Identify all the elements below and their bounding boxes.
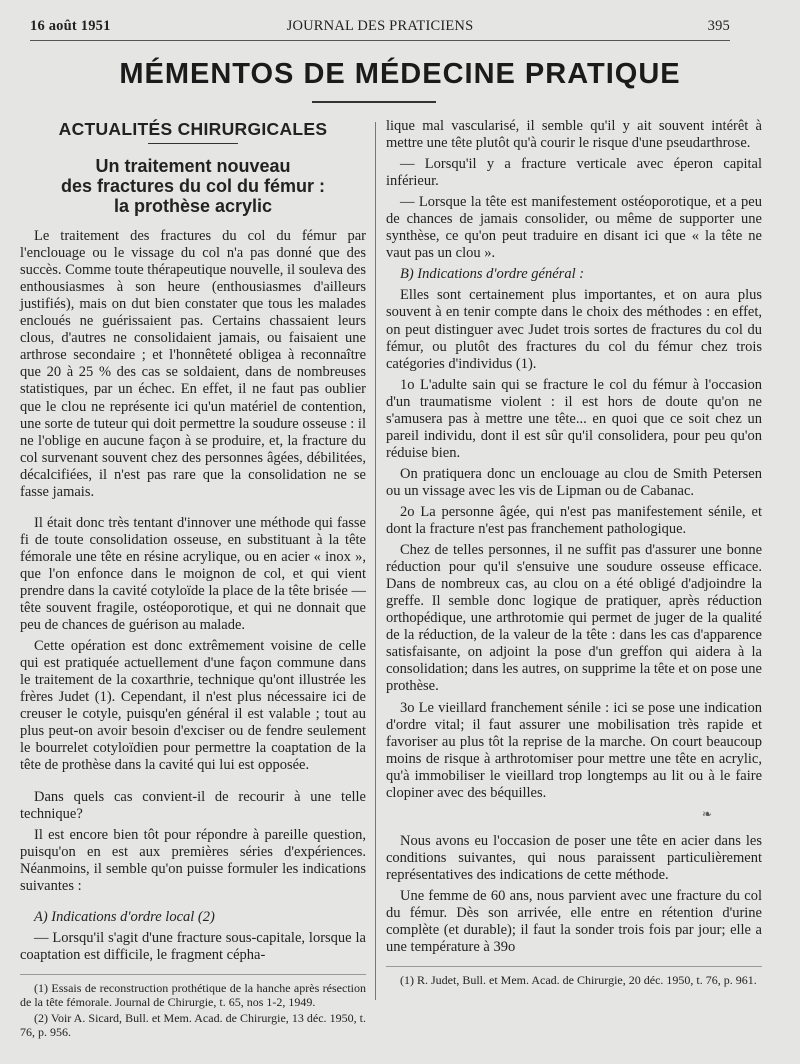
issue-date: 16 août 1951 [30,18,111,34]
paragraph: Cette opération est donc extrêmement voisine de celle qui est pratiquée actuellement d'une façon commune dans le traitement de la coxarthrie, technique qu'ont illustrée les frères Judet (1). Cependant, il n'est plus nécessaire ici de creuser le cotyle, puisqu'en général il est valable ; tout au plus peut-on avoir besoin d'exciser ou de fendre seulement le bourrelet cotyloïdien pour permettre la coaptation de la tête de prothèse dans la cavité qui lui est opposée. [20,638,366,774]
article-title-line: Un traitement nouveau [95,156,291,177]
subheading: A) Indications d'ordre local (2) [34,908,215,925]
paragraph: Elles sont certainement plus importantes, et on aura plus souvent à en tenir compte dans le choix des méthodes : en effet, on peut distinguer avec Judet trois sortes de fractures du col du fémur, ou plutôt des fractures du col du fémur chez trois catégories d'individus (1). [386,287,762,372]
paragraph: Le traitement des fractures du col du fémur par l'enclouage ou le vissage du col n'a pas donné que des succès. Comme toute thérapeutique nouvelle, il souleva des enthousiasmes à son heure (enthousiasmes d'ailleurs justifiés), mais on dut bien constater que tous les malades encloués ne guérissaient pas. Certains chassaient leurs clous, d'autres ne consolidaient jamais, ou faisaient une arthrose secondaire ; et l'honnêteté obligea à reconnaître que 20 à 25 % des cas se soldaient, dans de nombreuses statistiques, par un échec. En effet, il ne faut pas oublier que le clou ne représente ici qu'un matériel de contention, une sorte de tuteur qui doit permettre la soudure osseuse : il ne l'oblige en aucune façon à se produire, et, la fracture du col survenant souvent chez des personnes âgées, débilitées, décalcifiées, il n'est pas rare que la consolidation ne se fasse jamais. [20,228,366,500]
paragraph: 3o Le vieillard franchement sénile : ici se pose une indication d'ordre vital; il faut assurer une mobilisation très rapide et favoriser au plus tôt la reprise de la marche. On court beaucoup moins de risque à arthrotomiser pour mettre une tête en acrylic, qu'à immobiliser le vieillard trop longtemps au lit ou à le faire clopiner avec des béquilles. [386,699,762,801]
paragraph: Il était donc très tentant d'innover une méthode qui fasse fi de toute consolidation osseuse, en substituant à la tête fémorale une tête en résine acrylique, ou en acier « inox », que l'on enfonce dans le moignon de col, et qui vient prendre dans la cavité cotyloïde la place de la tête brisée — tête souvent fragile, ostéoporotique, et qui ne donnait que peu de chances de guérison au malade. [20,514,366,634]
section-heading: ACTUALITÉS CHIRURGICALES [58,119,328,139]
paragraph-gap [20,779,366,789]
paragraph: Dans quels cas convient-il de recourir à une telle technique? [20,788,366,822]
paragraph: — Lorsqu'il s'agit d'une fracture sous-capitale, lorsque la coaptation est difficile, le fragment cépha- [20,929,366,963]
footnote: (1) R. Judet, Bull. et Mem. Acad. de Chirurgie, 20 déc. 1950, t. 76, p. 961. [400,973,757,988]
paragraph: On pratiquera donc un enclouage au clou de Smith Petersen ou un vissage avec les vis de Lipman ou de Cabanac. [386,465,762,499]
journal-name: JOURNAL DES PRATICIENS [286,18,474,34]
footnote: (1) Essais de reconstruction prothétique de la hanche après résection de la tête fémorale. Journal de Chirurgie, t. 65, nos 1-2, 1949. [20,980,366,1009]
left-column [20,118,366,1041]
paragraph: — Lorsqu'il y a fracture verticale avec éperon capital inférieur. [386,156,762,190]
footnotes [20,974,366,1039]
paragraph: Une femme de 60 ans, nous parvient avec une fracture du col du fémur. Dès son arrivée, elle entre en rétention d'urine complète (et durable); il faut la sonder trois fois par jour; elle a une température à 39o [386,887,762,956]
main-title: MÉMENTOS DE MÉDECINE PRATIQUE [119,58,681,90]
column-divider [375,122,376,1000]
footnotes [386,966,762,987]
article-title-line: des fractures du col du fémur : [60,176,326,197]
title-rule [312,101,436,103]
page-number: 395 [707,18,730,34]
article-title-line: la prothèse acrylic [113,196,273,217]
paragraph-gap [386,823,762,833]
right-column [386,118,762,989]
header-rule [30,40,730,41]
paragraph: Il est encore bien tôt pour répondre à pareille question, puisqu'on en est aux premières séries d'expériences. Néanmoins, il semble qu'on puisse formuler les indications suivantes : [20,826,366,894]
section-rule [148,143,238,144]
paragraph: Chez de telles personnes, il ne suffit pas d'assurer une bonne réduction pour qu'il s'ensuive une soudure osseuse efficace. Dans de nombreux cas, au clou on a été obligé d'adjoindre la greffe. Il semble donc logique de pratiquer, après réduction orthopédique, une arthrotomie qui permet de juger de la qualité de la réduction, de la valeur de la tête : dans les cas d'apparence satisfaisante, on adjoint la pose d'un greffon qui aidera à la consolidation; dans les autres, on supprime la tête et on pose une prothèse. [386,542,762,695]
ornament-icon: ❧ [701,806,712,821]
paragraph: Nous avons eu l'occasion de poser une tête en acier dans les conditions suivantes, qui nous paraissent particulièrement représentatives des indications de cette méthode. [386,832,762,883]
paragraph-gap [20,899,366,909]
paragraph: lique mal vascularisé, il semble qu'il y ait souvent intérêt à mettre une tête plutôt qu'à courir le risque d'une pseudarthrose. [386,118,762,152]
running-header [30,18,730,38]
paragraph: — Lorsque la tête est manifestement ostéoporotique, et a peu de chances de jamais consolider, ou même de supporter une synthèse, ce qu'on peut traduire en disant ici que « la tête ne vaut pas un clou ». [386,194,762,262]
footnote: (2) Voir A. Sicard, Bull. et Mem. Acad. de Chirurgie, 13 déc. 1950, t. 76, p. 956. [20,1010,366,1039]
paragraph-gap [20,505,366,515]
subheading: B) Indications d'ordre général : [400,266,585,283]
article-title [20,156,366,216]
paragraph: 1o L'adulte sain qui se fracture le col du fémur à l'occasion d'un traumatisme violent : il est hors de doute qu'on ne s'amusera pas à mettre une tête... en quoi que ce soit chez un pareil individu, dont il est sûr qu'il consolidera, pour peu qu'on réduise bien. [386,376,762,461]
paragraph: 2o La personne âgée, qui n'est pas manifestement sénile, et dont la fracture n'est pas franchement pathologique. [386,503,762,538]
